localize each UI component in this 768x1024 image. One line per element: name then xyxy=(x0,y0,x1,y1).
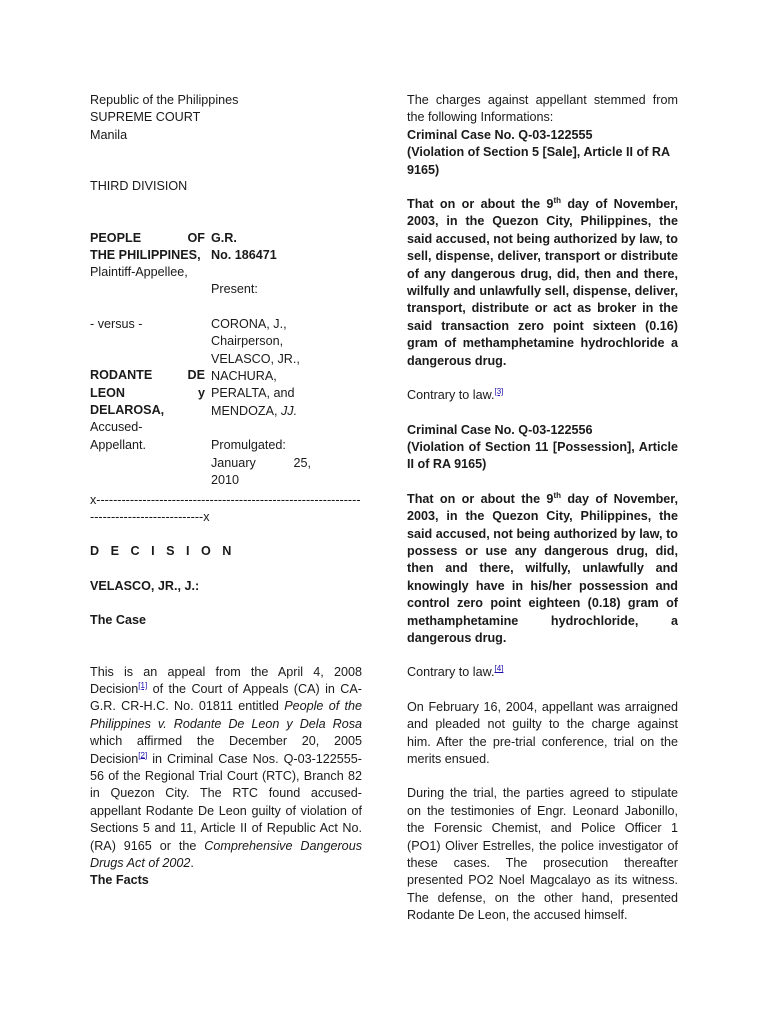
prom-year: 2010 xyxy=(211,473,240,488)
justice-4: NACHURA, xyxy=(211,369,277,384)
info1-part-b: day of November, 2003, in the Quezon City, Philippines, the said accused, not being authorized by law, to sell, dispense, deliver, transport or distribute of any dangerous drug, did, then and there, wilfully and unlawfully sell, dispense, deliver, transport, distribute or act as broker in the said transaction zero point sixteen (0.16) gram of methamphetamine hydrochloride a dangerous drug. xyxy=(407,197,678,368)
party2-role-1: Accused- xyxy=(90,420,143,435)
information-2 xyxy=(407,491,678,648)
left-column xyxy=(90,92,362,890)
case-para-part-b: of the Court of Appeals (CA) in CA-G.R. CR-H.C. No. 01811 entitled xyxy=(90,681,362,714)
act-title-italic: Comprehensive Dangerous Drugs Act of 2002 xyxy=(90,838,362,870)
arraignment-paragraph: On February 16, 2004, appellant was arraigned and pleaded not guilty to the charge against him. After the pre-trial conference, trial on the merits ensued. xyxy=(407,699,678,766)
party2-role-2: Appellant. xyxy=(90,437,147,452)
justice-5: PERALTA, and xyxy=(211,386,295,401)
promulgated-label: Promulgated: xyxy=(211,438,286,453)
contrary-1 xyxy=(407,387,678,404)
case2-title: Criminal Case No. Q-03-122556 xyxy=(407,422,593,437)
info2-superscript: th xyxy=(553,490,561,500)
justice-2: Chairperson, xyxy=(211,334,284,349)
info2-part-b: day of November, 2003, in the Quezon City, Philippines, the said accused, not being authorized by law, to possess or use any dangerous drug, did, then and there, wilfully, unlawfully and knowingly have in his/her possession and control zero point eighteen (0.18) gram of methamphetamine hydrochloride, a dangerous drug. xyxy=(407,491,678,645)
party2-line2 xyxy=(90,385,205,402)
footnote-link-4[interactable]: [4] xyxy=(494,664,504,674)
case1-title: Criminal Case No. Q-03-122555 xyxy=(407,127,593,142)
prom-day: 25, xyxy=(293,455,311,470)
justice-last-name: MENDOZA, xyxy=(211,403,278,418)
party1-line1 xyxy=(90,230,205,247)
party1-line2: THE PHILIPPINES, xyxy=(90,248,201,263)
case1-subtitle: (Violation of Section 5 [Sale], Article II of RA 9165) xyxy=(407,145,670,177)
charges-intro: The charges against appellant stemmed from the following Informations: xyxy=(407,93,678,125)
gr-number: No. 186471 xyxy=(211,248,277,263)
facts-heading: The Facts xyxy=(90,873,149,888)
versus-label: - versus - xyxy=(90,316,143,331)
caption-separator: x------------------------------------------------------------------------------------------x xyxy=(90,492,361,524)
header-city: Manila xyxy=(90,127,128,142)
info2-part-a: That on or about the 9 xyxy=(407,491,554,506)
header-court: SUPREME COURT xyxy=(90,110,201,125)
gr-label: G.R. xyxy=(211,230,237,245)
party1-role: Plaintiff-Appellee, xyxy=(90,265,188,280)
division-label: THIRD DIVISION xyxy=(90,179,188,194)
party2-line1 xyxy=(90,367,205,384)
party2-word-c: LEON xyxy=(90,385,125,400)
justice-last-title: JJ. xyxy=(280,403,298,418)
information-1 xyxy=(407,196,678,370)
case-para-part-c: which affirmed the December 20, 2005 Decision xyxy=(90,734,362,766)
case-paragraph xyxy=(90,664,362,873)
party2-word-b: DE xyxy=(187,368,205,383)
case-title-italic: People of the Philippines v. Rodante De Leon y Dela Rosa xyxy=(90,699,362,731)
present-label: Present: xyxy=(211,282,258,297)
info1-part-a: That on or about the 9 xyxy=(407,197,554,212)
party2-line3: DELAROSA, xyxy=(90,403,165,418)
case-para-part-a: This is an appeal from the April 4, 2008 Decision xyxy=(90,664,362,696)
case-caption xyxy=(90,230,362,490)
case-para-part-e: . xyxy=(190,856,194,870)
case2-subtitle: (Violation of Section 11 [Possession], Article II of RA 9165) xyxy=(407,439,678,472)
case-para-part-d: in Criminal Case Nos. Q-03-122555-56 of the Regional Trial Court (RTC), Branch 82 in Quezon City. The RTC found accused-appellant Rodante De Leon guilty of violation of Sections 5 and 11, Article II of Republic Act No. (RA) 9165 or the xyxy=(90,751,362,853)
footnote-link-2[interactable]: [2] xyxy=(138,750,148,760)
prom-month: January xyxy=(211,455,256,470)
justice-1: CORONA, J., xyxy=(211,316,287,331)
contrary2-text: Contrary to law. xyxy=(407,665,495,680)
ponente: VELASCO, JR., J.: xyxy=(90,578,200,593)
party1-word-b: OF xyxy=(187,230,205,245)
party1-word-a: PEOPLE xyxy=(90,230,142,245)
decision-title: D E C I S I O N xyxy=(90,544,236,559)
contrary-2 xyxy=(407,664,678,681)
justice-6 xyxy=(211,403,311,420)
contrary1-text: Contrary to law. xyxy=(407,388,495,403)
right-column xyxy=(407,92,678,925)
header-republic: Republic of the Philippines xyxy=(90,93,239,107)
info1-superscript: th xyxy=(553,195,561,205)
case-heading: The Case xyxy=(90,613,146,628)
caption-details xyxy=(211,230,311,490)
justice-3: VELASCO, JR., xyxy=(211,351,300,366)
footnote-link-1[interactable]: [1] xyxy=(138,680,148,690)
party2-word-d: y xyxy=(197,385,205,400)
footnote-link-3[interactable]: [3] xyxy=(494,386,504,396)
caption-parties xyxy=(90,230,205,490)
party2-word-a: RODANTE xyxy=(90,368,153,383)
promulgated-date xyxy=(211,455,311,472)
trial-paragraph: During the trial, the parties agreed to stipulate on the testimonies of Engr. Leonard Jabonillo, the Forensic Chemist, and Police Officer 1 (PO1) Oliver Estrelles, the police investigator of these cases. The prosecution thereafter presented PO2 Noel Magcalayo as its witness. The defense, on the other hand, presented Rodante De Leon, the accused himself. xyxy=(407,786,678,923)
